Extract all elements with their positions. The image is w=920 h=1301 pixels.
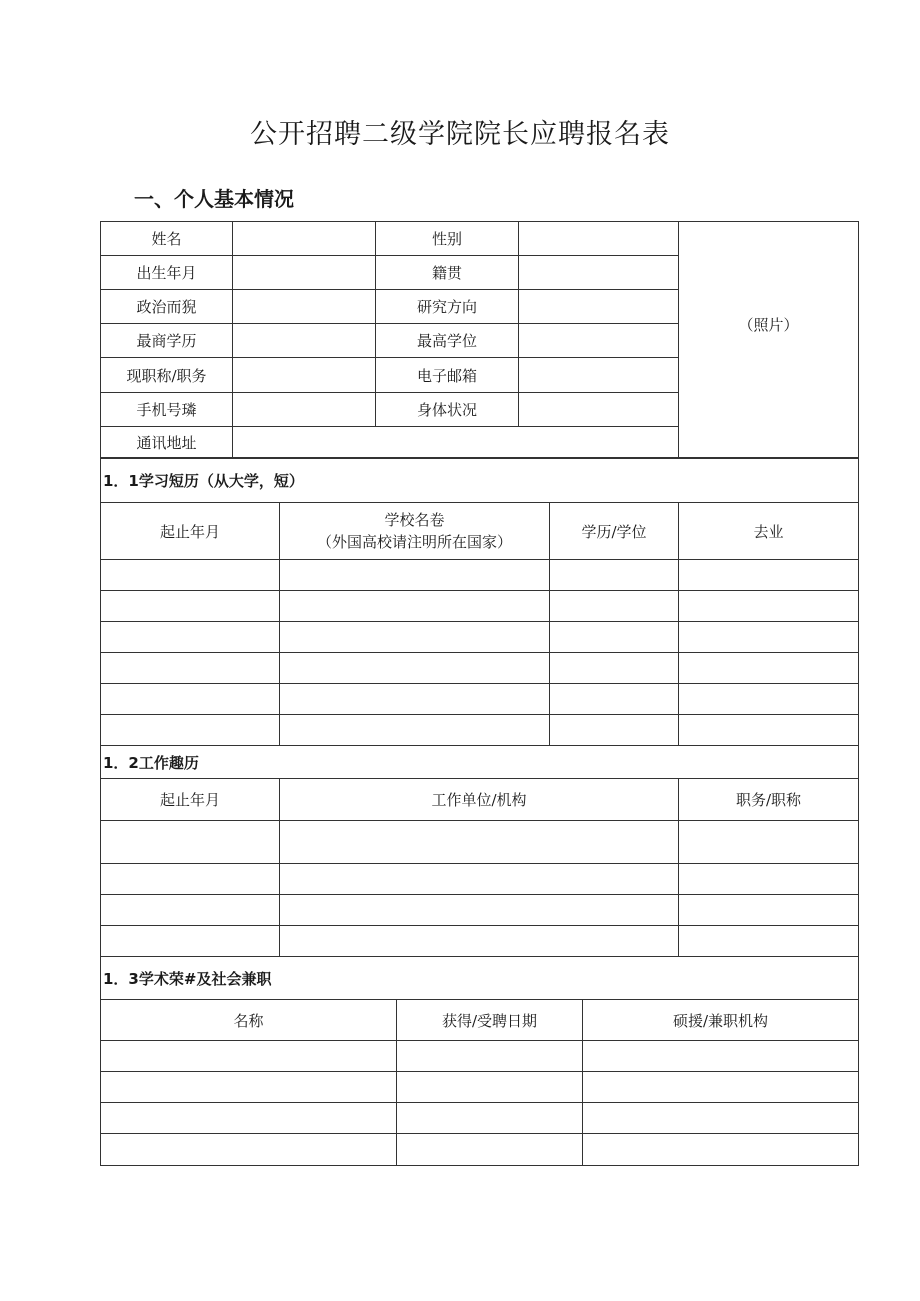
edu-cell[interactable] — [280, 653, 550, 684]
work-cell[interactable] — [280, 895, 679, 926]
title-position-field[interactable] — [233, 358, 376, 393]
page-title: 公开招聘二级学院院长应聘报名表 — [250, 119, 670, 150]
honors-cell[interactable] — [397, 1072, 583, 1103]
research-direction-field[interactable] — [519, 290, 679, 324]
political-status-field[interactable] — [233, 290, 376, 324]
table-row — [101, 653, 859, 684]
edu-cell[interactable] — [101, 560, 280, 591]
education-table — [100, 457, 859, 746]
edu-cell[interactable] — [101, 684, 280, 715]
work-cell[interactable] — [101, 895, 280, 926]
edu-cell[interactable] — [101, 622, 280, 653]
work-cell[interactable] — [101, 821, 280, 864]
work-cell[interactable] — [101, 864, 280, 895]
work-cell[interactable] — [280, 821, 679, 864]
birth-date-field[interactable] — [233, 256, 376, 290]
edu-cell[interactable] — [101, 591, 280, 622]
table-row — [101, 895, 859, 926]
honors-cell[interactable] — [583, 1103, 859, 1134]
table-row — [101, 591, 859, 622]
honors-cell[interactable] — [101, 1072, 397, 1103]
edu-cell[interactable] — [101, 653, 280, 684]
edu-cell[interactable] — [280, 684, 550, 715]
edu-cell[interactable] — [550, 653, 679, 684]
edu-cell[interactable] — [280, 715, 550, 746]
edu-cell[interactable] — [679, 560, 859, 591]
edu-school-header — [280, 503, 550, 560]
table-row — [101, 1041, 859, 1072]
honors-cell[interactable] — [583, 1134, 859, 1166]
honors-cell[interactable] — [101, 1134, 397, 1166]
edu-period-header: 起止年月 — [101, 503, 280, 560]
email-label: 电子邮箱 — [376, 358, 519, 393]
honors-table — [100, 956, 859, 1166]
title-position-label: 现职称/职务 — [101, 358, 233, 393]
honors-block — [100, 956, 858, 1166]
table-row — [101, 926, 859, 957]
table-row — [101, 684, 859, 715]
address-field[interactable] — [233, 427, 679, 459]
work-table — [100, 745, 859, 957]
edu-cell[interactable] — [280, 560, 550, 591]
table-row — [101, 1103, 859, 1134]
native-place-label: 籍贯 — [376, 256, 519, 290]
gender-label: 性别 — [376, 222, 519, 256]
honors-cell[interactable] — [101, 1103, 397, 1134]
honors-cell[interactable] — [101, 1041, 397, 1072]
work-cell[interactable] — [679, 895, 859, 926]
edu-cell[interactable] — [101, 715, 280, 746]
edu-school-header-line2: （外国高校请注明所在国家） — [316, 533, 512, 551]
health-label: 身体状况 — [376, 393, 519, 427]
highest-degree-label: 最高学位 — [376, 324, 519, 358]
work-heading: 1．2工作趣历 — [101, 746, 859, 779]
work-block — [100, 745, 858, 957]
highest-education-label: 最商学历 — [101, 324, 233, 358]
honors-cell[interactable] — [583, 1072, 859, 1103]
email-field[interactable] — [519, 358, 679, 393]
edu-cell[interactable] — [679, 684, 859, 715]
honors-cell[interactable] — [583, 1041, 859, 1072]
gender-field[interactable] — [519, 222, 679, 256]
honors-name-header: 名称 — [101, 1000, 397, 1041]
edu-major-header: 去业 — [679, 503, 859, 560]
honors-org-header: 硕援/兼职机构 — [583, 1000, 859, 1041]
photo-box[interactable]: （照片） — [679, 222, 859, 427]
basic-info-block — [100, 221, 858, 459]
edu-cell[interactable] — [280, 591, 550, 622]
education-block — [100, 457, 858, 746]
work-cell[interactable] — [101, 926, 280, 957]
table-row — [101, 1072, 859, 1103]
edu-cell[interactable] — [550, 622, 679, 653]
honors-cell[interactable] — [397, 1103, 583, 1134]
honors-date-header: 获得/受聘日期 — [397, 1000, 583, 1041]
table-row — [101, 560, 859, 591]
edu-cell[interactable] — [679, 622, 859, 653]
highest-degree-field[interactable] — [519, 324, 679, 358]
edu-cell[interactable] — [679, 715, 859, 746]
table-row — [101, 864, 859, 895]
basic-info-table — [100, 221, 859, 459]
birth-date-label: 出生年月 — [101, 256, 233, 290]
edu-cell[interactable] — [679, 591, 859, 622]
honors-cell[interactable] — [397, 1134, 583, 1166]
political-status-label: 政治而猊 — [101, 290, 233, 324]
table-row — [101, 622, 859, 653]
phone-field[interactable] — [233, 393, 376, 427]
edu-degree-header: 学历/学位 — [550, 503, 679, 560]
work-cell[interactable] — [280, 864, 679, 895]
table-row — [101, 1134, 859, 1166]
table-row — [101, 715, 859, 746]
research-direction-label: 研究方向 — [376, 290, 519, 324]
table-row — [101, 821, 859, 864]
work-period-header: 起止年月 — [101, 779, 280, 821]
name-label: 姓名 — [101, 222, 233, 256]
work-cell[interactable] — [280, 926, 679, 957]
edu-school-header-line1: 学校名卷 — [384, 511, 445, 529]
edu-cell[interactable] — [550, 684, 679, 715]
edu-cell[interactable] — [679, 653, 859, 684]
edu-cell[interactable] — [280, 622, 550, 653]
work-cell[interactable] — [679, 864, 859, 895]
address-label: 通讯地址 — [101, 427, 233, 459]
edu-cell[interactable] — [550, 591, 679, 622]
section-heading-basic-info: 一、个人基本情况 — [134, 187, 294, 211]
name-field[interactable] — [233, 222, 376, 256]
education-heading: 1．1学习短历（从大学，短） — [101, 458, 859, 503]
edu-cell[interactable] — [550, 715, 679, 746]
health-field[interactable] — [519, 393, 679, 427]
work-cell[interactable] — [679, 926, 859, 957]
edu-cell[interactable] — [550, 560, 679, 591]
photo-box-bottom — [679, 427, 859, 459]
native-place-field[interactable] — [519, 256, 679, 290]
honors-heading: 1．3学术荣#及社会兼职 — [101, 957, 859, 1000]
honors-cell[interactable] — [397, 1041, 583, 1072]
work-cell[interactable] — [679, 821, 859, 864]
work-unit-header: 工作单位/机构 — [280, 779, 679, 821]
highest-education-field[interactable] — [233, 324, 376, 358]
phone-label: 手机号璘 — [101, 393, 233, 427]
work-position-header: 职务/职称 — [679, 779, 859, 821]
